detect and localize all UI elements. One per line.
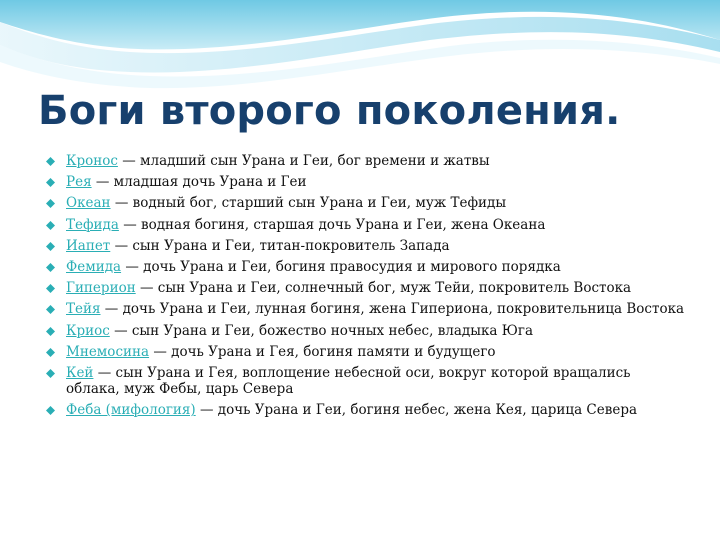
list-item [46, 174, 686, 190]
god-name-link[interactable]: Мнемосина [66, 343, 150, 360]
list-item [46, 195, 686, 211]
god-description: — водный бог, старший сын Урана и Геи, муж Тефиды [110, 195, 507, 212]
diamond-bullet-icon [46, 284, 55, 293]
list-item [46, 153, 686, 169]
god-description: — младший сын Урана и Геи, бог времени и жатвы [117, 153, 490, 169]
gods-list [46, 153, 686, 423]
diamond-bullet-icon [46, 369, 55, 378]
list-item [46, 280, 686, 296]
list-item [46, 323, 686, 339]
diamond-bullet-icon [46, 221, 55, 230]
list-item [46, 301, 686, 317]
diamond-bullet-icon [46, 242, 55, 251]
god-description: — дочь Урана и Гея, богиня памяти и будущего [149, 343, 496, 360]
god-description: — водная богиня, старшая дочь Урана и Геи, жена Океана [118, 216, 546, 233]
wave-header-decoration [0, 0, 720, 95]
diamond-bullet-icon [46, 178, 55, 187]
god-name-link[interactable]: Рея [66, 174, 92, 191]
god-name-link[interactable]: Кей [66, 364, 94, 381]
god-name-link[interactable]: Кронос [66, 153, 118, 169]
god-name-link[interactable]: Криос [66, 322, 110, 339]
diamond-bullet-icon [46, 406, 55, 415]
god-description: — сын Урана и Геи, титан-покровитель Запада [110, 237, 450, 254]
diamond-bullet-icon [46, 263, 55, 272]
diamond-bullet-icon [46, 327, 55, 336]
god-description: — сын Урана и Геи, солнечный бог, муж Тейи, покровитель Востока [135, 280, 632, 297]
list-item [46, 402, 686, 418]
god-description: — дочь Урана и Геи, богиня правосудия и мирового порядка [121, 258, 561, 275]
list-item [46, 344, 686, 360]
list-item [46, 259, 686, 275]
page-title: Боги второго поколения. [38, 88, 621, 134]
god-description: — сын Урана и Геи, божество ночных небес, владыка Юга [109, 322, 533, 339]
god-name-link[interactable]: Тейя [66, 301, 101, 318]
diamond-bullet-icon [46, 305, 55, 314]
god-name-link[interactable]: Тефида [66, 216, 119, 233]
list-item [46, 217, 686, 233]
list-item [46, 238, 686, 254]
god-description: — младшая дочь Урана и Геи [91, 174, 307, 191]
god-name-link[interactable]: Океан [66, 195, 111, 212]
god-description: — сын Урана и Гея, воплощение небесной оси, вокруг которой вращались облака, муж Фебы, царь Севера [66, 364, 631, 397]
god-description: — дочь Урана и Геи, лунная богиня, жена Гипериона, покровительница Востока [100, 301, 685, 318]
diamond-bullet-icon [46, 157, 55, 166]
god-name-link[interactable]: Иапет [66, 237, 111, 254]
god-name-link[interactable]: Феба (мифология) [66, 402, 196, 419]
god-description: — дочь Урана и Геи, богиня небес, жена Кея, царица Севера [195, 402, 638, 419]
list-item [46, 365, 686, 397]
god-name-link[interactable]: Фемида [66, 258, 122, 275]
diamond-bullet-icon [46, 199, 55, 208]
diamond-bullet-icon [46, 348, 55, 357]
god-name-link[interactable]: Гиперион [66, 280, 136, 297]
